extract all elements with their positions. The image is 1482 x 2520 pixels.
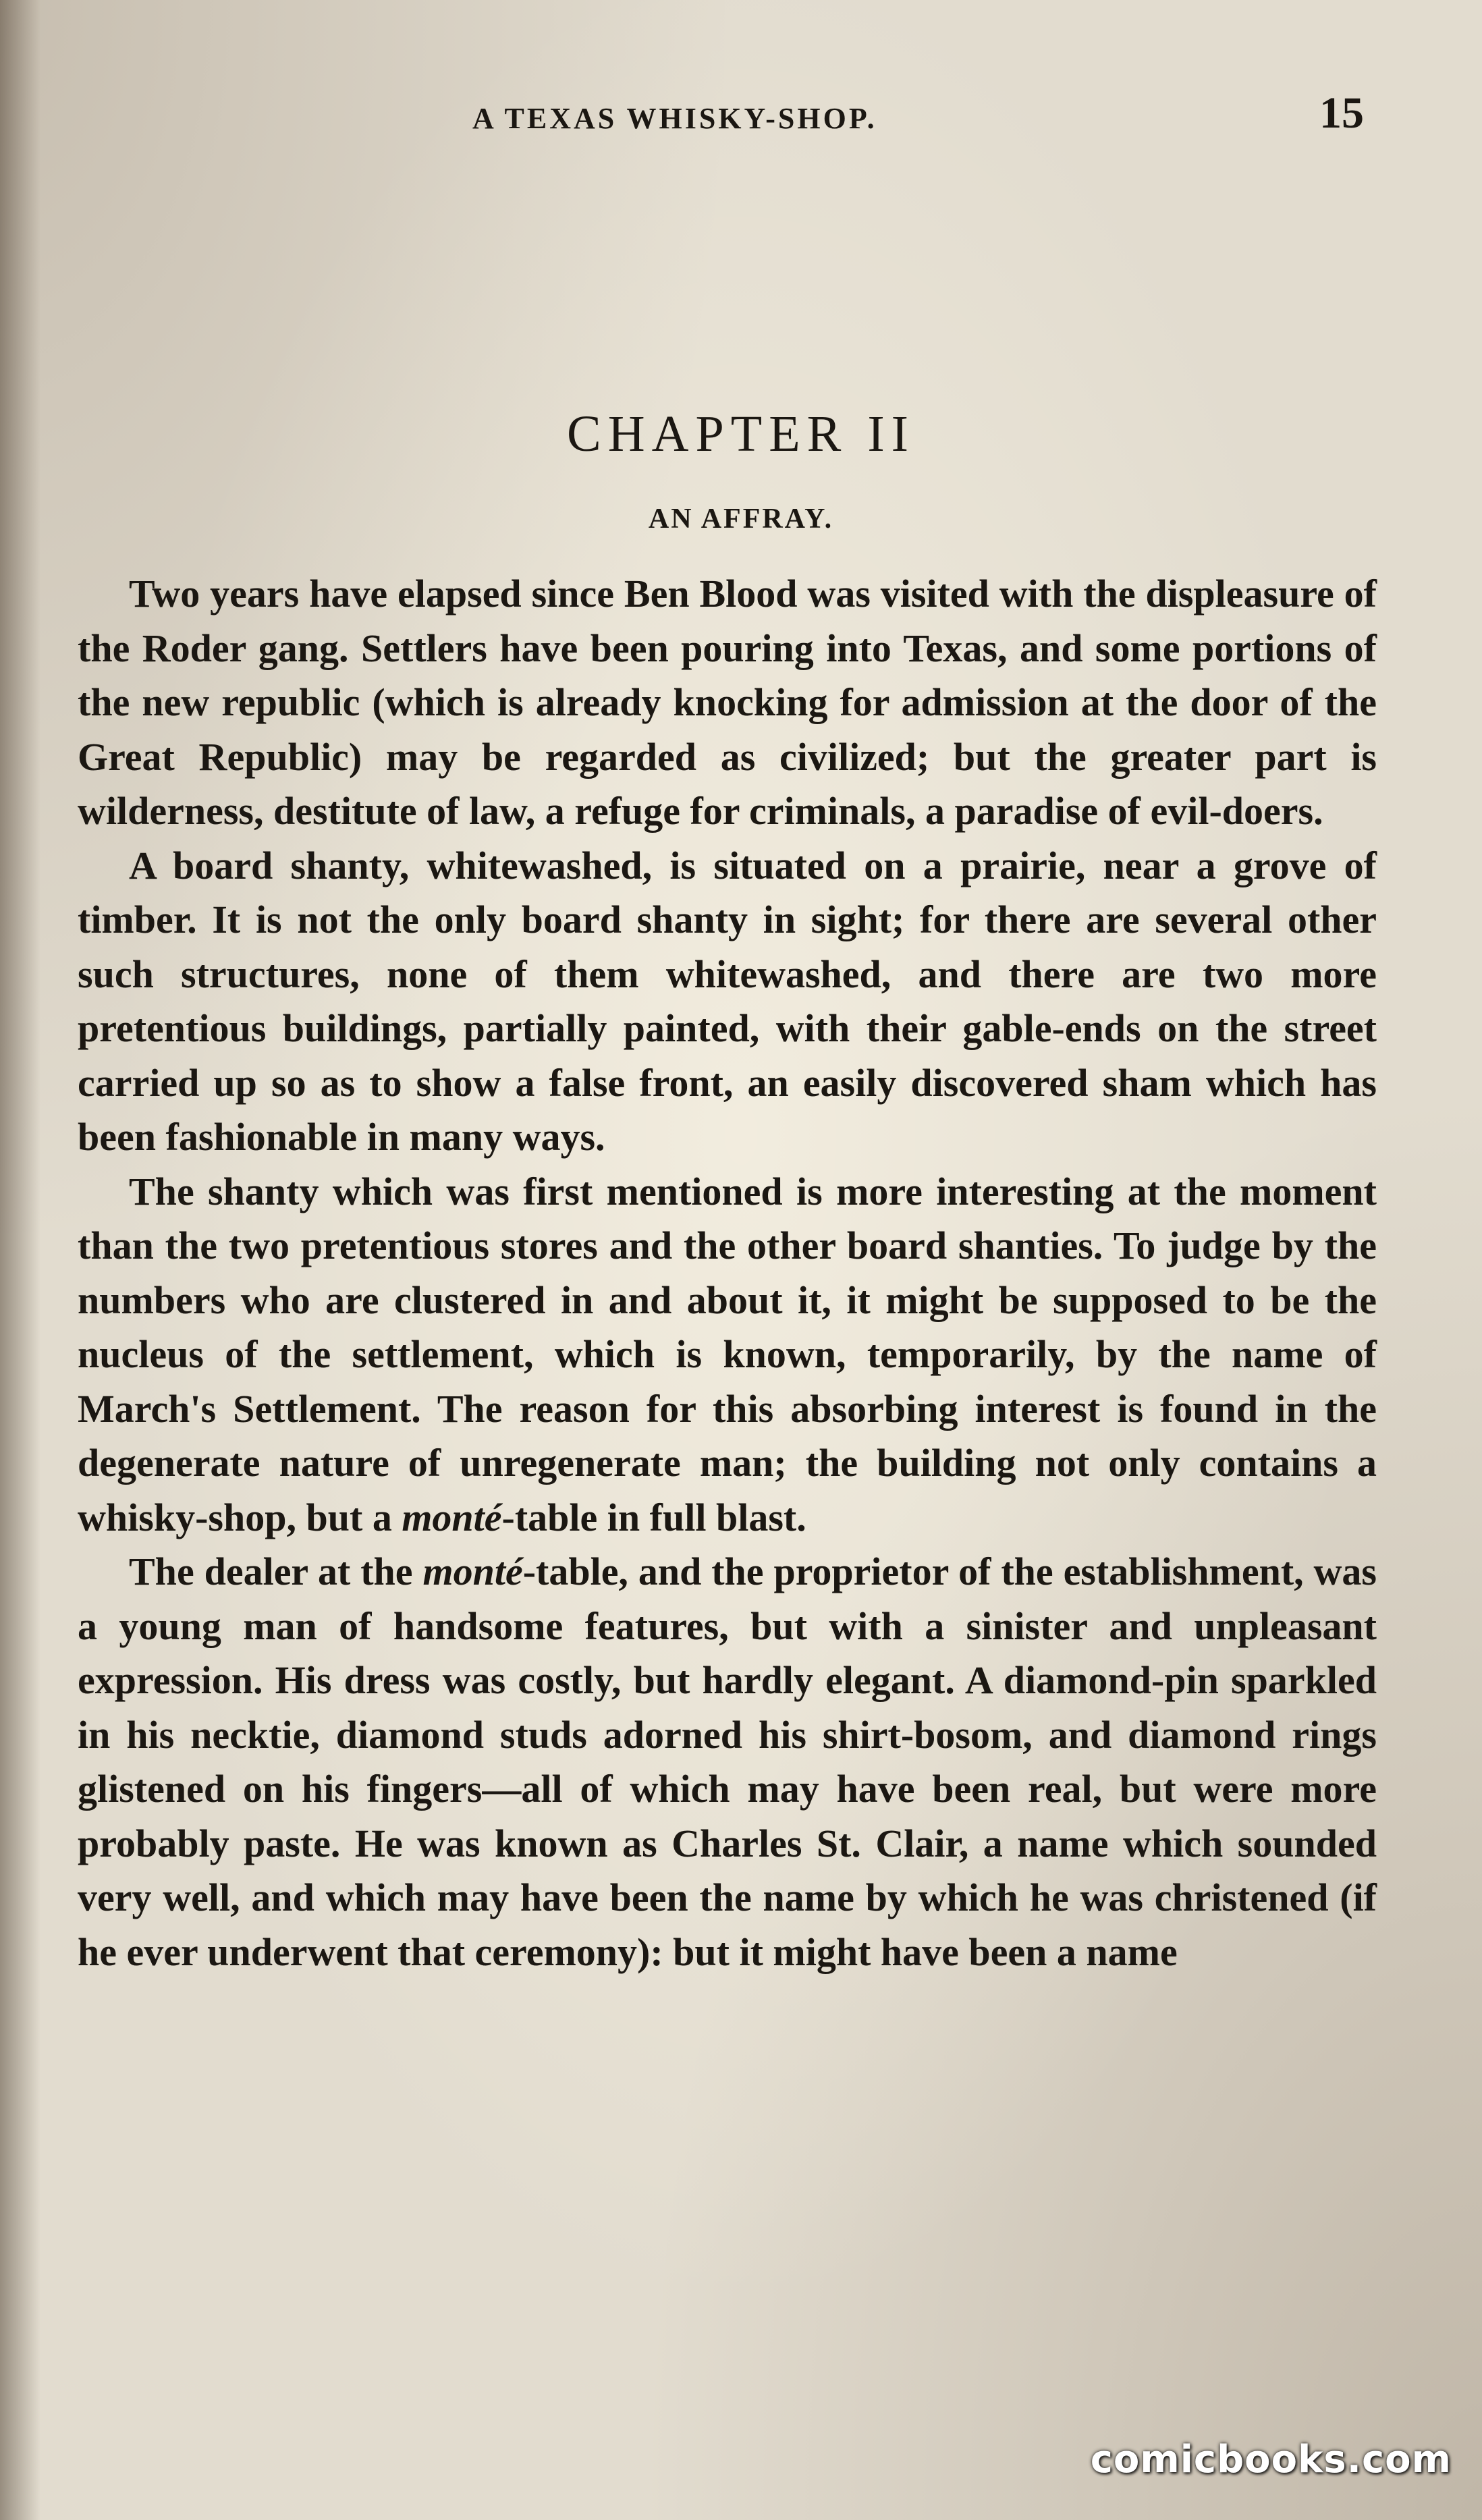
italic-word: monté [422,1550,523,1593]
chapter-title: CHAPTER II [567,406,915,462]
page-number: 15 [1319,88,1364,138]
paragraph-text: -table, and the proprietor of the establishment, was a young man of handsome features, but with a sinister and unpleasant expression. His dress was costly, but hardly elegant. A diamond-pin sparkled in his necktie, diamond studs adorned his shirt-bosom, and diamond rings glistened on his fingers—all of which may have been real, but were more probably paste. He was known as Charles St. Clair, a name which sounded very well, and which may have been the name by which he was christened (if he ever underwent that ceremony): but it might have been a name [78,1550,1377,1974]
paragraph-1 [78,567,1377,839]
paragraph-text: Two years have elapsed since Ben Blood was visited with the displeasure of the Roder gang. Settlers have been pouring into Texas, and some portions of the new republic (which is already knocking for admission at the door of the Great Republic) may be regarded as civilized; but the greater part is wilderness, destitute of law, a refuge for criminals, a paradise of evil-doers. [78,572,1377,833]
italic-word: monté [402,1495,502,1539]
site-watermark: comicbooks.com [1090,2438,1452,2482]
running-head [0,81,1482,142]
paragraph-4 [78,1545,1377,1979]
paragraph-text: A board shanty, whitewashed, is situated on a prairie, near a grove of timber. It is not the only board shanty in sight; for there are several other such structures, none of them whitewashed, and there are two more pretentious buildings, partially painted, with their gable-ends on the street carried up so as to show a false front, an easily discovered sham which has been fashionable in many ways. [78,843,1377,1159]
paragraph-text: The dealer at the [129,1550,423,1593]
running-title: A TEXAS WHISKY-SHOP. [472,102,877,135]
body-text [78,567,1377,1979]
chapter-subtitle: AN AFFRAY. [648,503,834,535]
paragraph-text: -table in full blast. [501,1495,806,1539]
paragraph-3 [78,1165,1377,1545]
paragraph-text: The shanty which was first mentioned is more interesting at the moment than the two pretentious stores and the other board shanties. To judge by the numbers who are clustered in and about it, it might be supposed to be the nucleus of the settlement, which is known, temporarily, by the name of March's Settlement. The reason for this absorbing interest is found in the degenerate nature of unregenerate man; the building not only contains a whisky-shop, but a [78,1169,1377,1539]
paragraph-2 [78,839,1377,1165]
